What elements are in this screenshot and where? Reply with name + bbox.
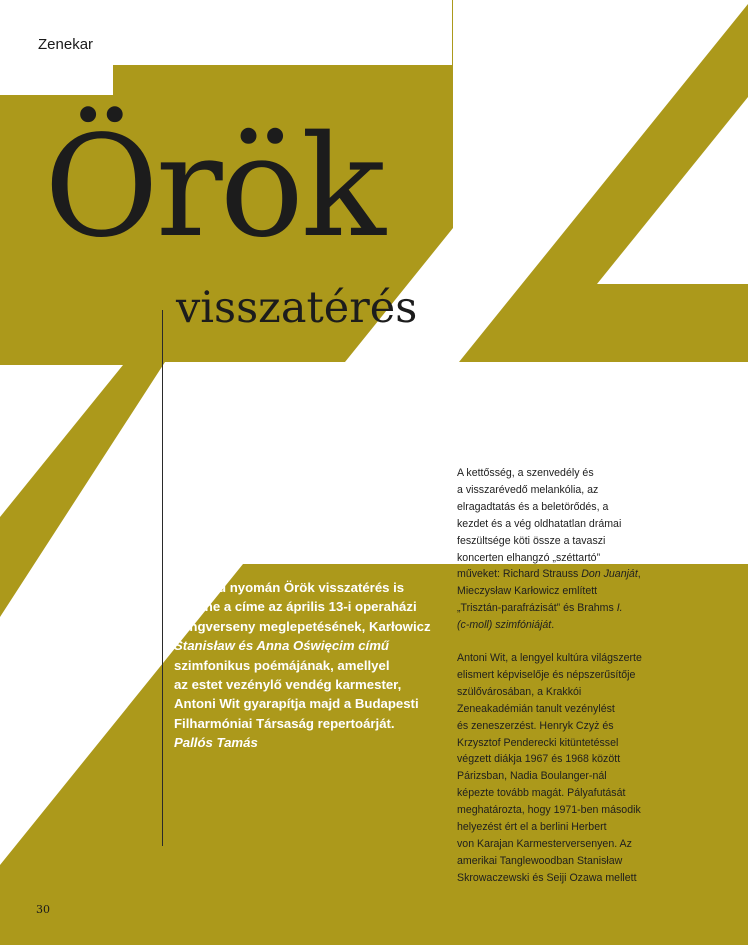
body-line: végzett diákja 1967 és 1968 között [457, 753, 621, 766]
body-line-works [457, 617, 662, 634]
lead-line: Filharmóniai Társaság repertoárját. [174, 715, 395, 731]
body-line: koncerten elhangzó „széttartó” [457, 551, 601, 564]
body-line: Antoni Wit, a lengyel kultúra világszerte [457, 652, 642, 664]
body-column-paragraph-1 [457, 465, 662, 634]
body-line: helyezést ért el a berlini Herbert [457, 821, 607, 834]
body-line: szülővárosában, a Krakkói [457, 685, 582, 698]
white-top-strip [113, 0, 452, 65]
author-name: Pallós Tamás [174, 735, 258, 751]
lead-paragraph [174, 578, 439, 753]
body-line: Párizsban, Nadia Boulanger-nál [457, 770, 607, 783]
body-line: kezdet és a vég oldhatatlan drámai [457, 517, 622, 530]
body-line: elismert képviselője és népszerűsítője [457, 668, 636, 681]
section-label: Zenekar [38, 36, 94, 53]
lead-line: Antoni Wit gyarapítja majd a Budapesti [174, 696, 419, 712]
vertical-rule [162, 310, 163, 846]
lead-line: lehetne a címe az április 13-i operaházi [174, 599, 417, 615]
body-line: feszültsége köti össze a tavaszi [457, 534, 606, 547]
body-line-works [457, 566, 662, 583]
works-suffix: , [637, 568, 641, 581]
body-line: képezte tovább magát. Pályafutását [457, 787, 626, 800]
body-line: Skrowaczewski és Seiji Ozawa mellett [457, 871, 637, 884]
body-line: meghatározta, hogy 1971-ben második [457, 804, 641, 817]
body-line: von Karajan Karmesterversenyen. Az [457, 837, 632, 850]
works-title: Don Juanját [581, 568, 638, 581]
lead-line: hangverseny meglepetésének, Karłowicz [174, 618, 431, 634]
headline-subtitle: visszatérés [176, 283, 418, 333]
works-prefix: műveket: Richard Strauss [457, 568, 582, 581]
works-title: (c-moll) szimfóniáját [457, 619, 552, 632]
lead-line: Cocteau nyomán Örök visszatérés is [174, 580, 405, 595]
works-prefix: „Trisztán-parafrázisát” és Brahms [457, 602, 617, 615]
body-line: a visszarévedő melankólia, az [457, 483, 599, 496]
body-line: elragadtatás és a beletörődés, a [457, 500, 609, 513]
lead-line: az estet vezénylő vendég karmester, [174, 677, 402, 693]
works-title: I. [616, 602, 623, 615]
lead-line: szimfonikus poémájának, amellyel [174, 657, 390, 673]
body-line: és zeneszerzést. Henryk Czyż és [457, 719, 614, 732]
works-suffix: . [551, 619, 555, 632]
body-column-paragraph-2 [457, 650, 662, 887]
lead-line-italic: Stanisław és Anna Oświęcim című [174, 638, 389, 654]
body-line-works [457, 600, 662, 617]
body-line: Krzysztof Penderecki kitüntetéssel [457, 736, 619, 749]
body-line: amerikai Tanglewoodban Stanisław [457, 854, 623, 867]
page-number: 30 [36, 903, 50, 916]
body-line: Zeneakadémián tanult vezénylést [457, 702, 615, 715]
headline: Örök [44, 106, 383, 269]
body-line: Mieczysław Karłowicz említett [457, 585, 598, 598]
body-line: A kettősség, a szenvedély és [457, 467, 594, 479]
